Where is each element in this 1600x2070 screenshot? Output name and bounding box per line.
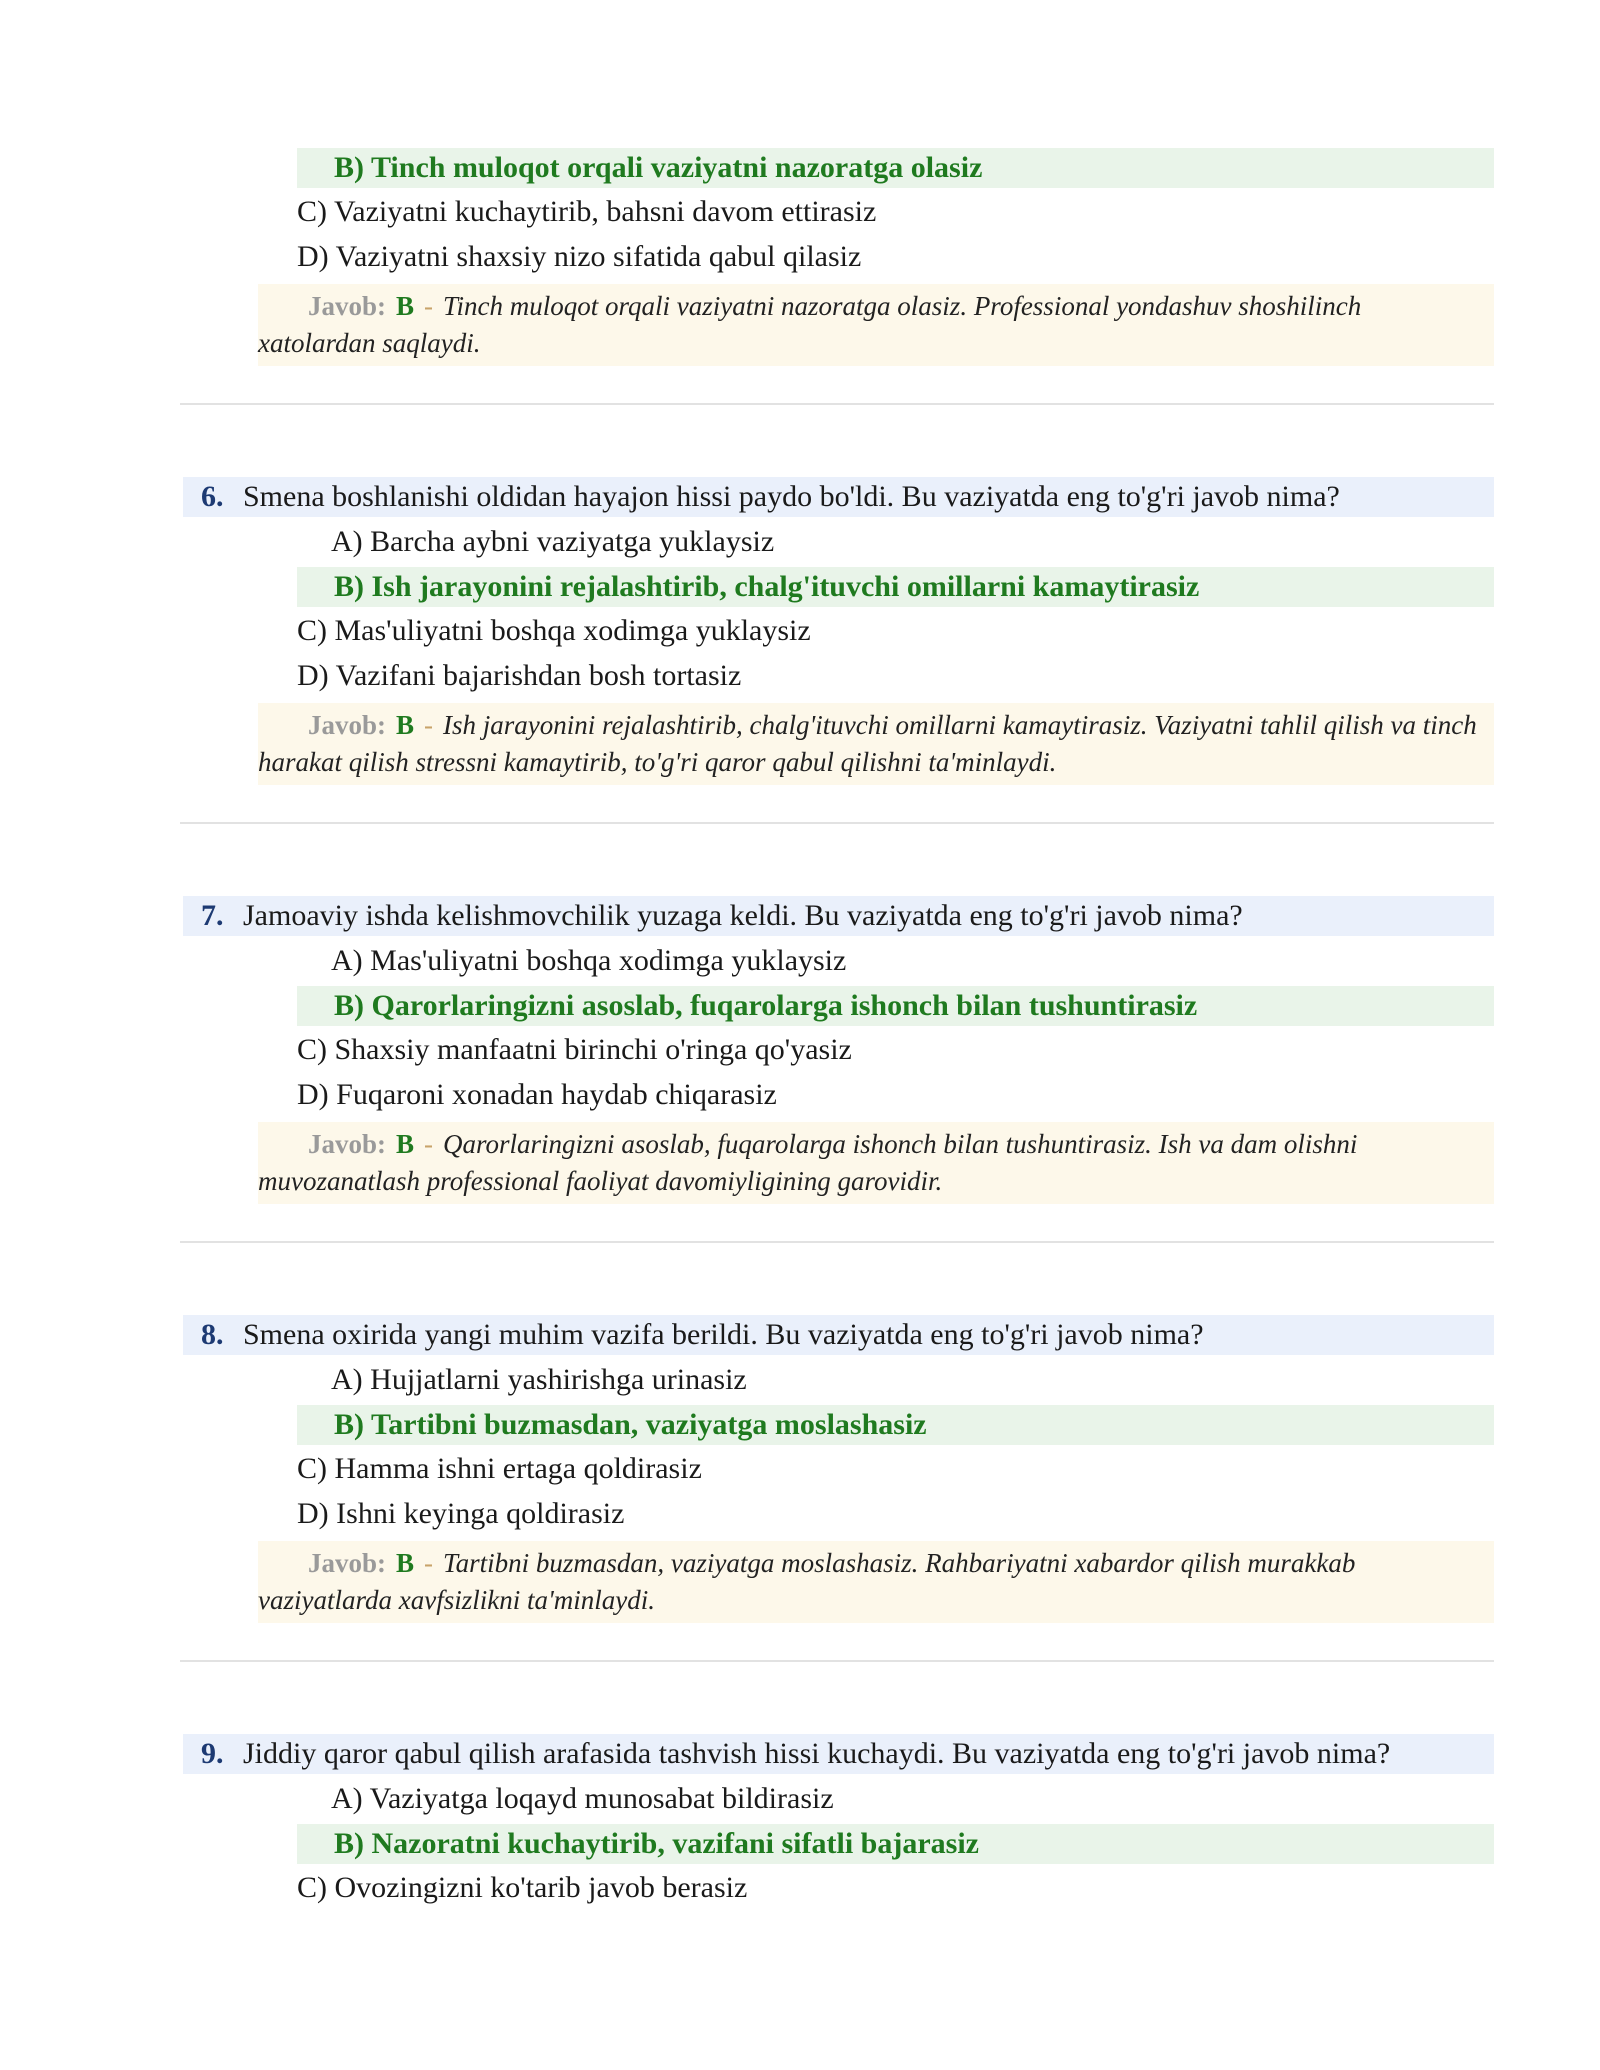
q8-option-c: C) Hamma ishni ertaga qoldirasiz: [297, 1452, 702, 1485]
answer-dash: -: [424, 1548, 434, 1578]
q7-option-b-correct: B) Qarorlaringizni asoslab, fuqarolarga ishonch bilan tushuntirasiz: [297, 986, 1494, 1026]
question-number: 9.: [201, 1737, 224, 1770]
q5-option-b-correct: B) Tinch muloqot orqali vaziyatni nazoratga olasiz: [297, 148, 1494, 188]
question-text: Jiddiy qaror qabul qilish arafasida tashvish hissi kuchaydi. Bu vaziyatda eng to'g'ri javob nima?: [243, 1737, 1391, 1770]
answer-letter: B: [396, 710, 415, 740]
q5-option-c: C) Vaziyatni kuchaytirib, bahsni davom ettirasiz: [297, 195, 877, 228]
question-divider: [180, 403, 1494, 405]
question-7-header: [183, 896, 1494, 936]
question-divider: [180, 1241, 1494, 1243]
q6-option-d: D) Vazifani bajarishdan bosh tortasiz: [297, 659, 742, 692]
question-text: Smena oxirida yangi muhim vazifa berildi. Bu vaziyatda eng to'g'ri javob nima?: [243, 1318, 1204, 1351]
answer-label: Javob:: [308, 710, 387, 740]
question-number: 8.: [201, 1318, 224, 1351]
answer-letter: B: [396, 1129, 415, 1159]
answer-letter: B: [396, 1548, 415, 1578]
q8-option-a: A) Hujjatlarni yashirishga urinasiz: [331, 1363, 747, 1396]
q9-option-b-correct: B) Nazoratni kuchaytirib, vazifani sifatli bajarasiz: [297, 1824, 1494, 1864]
q7-option-a: A) Mas'uliyatni boshqa xodimga yuklaysiz: [331, 944, 847, 977]
q5-option-d: D) Vaziyatni shaxsiy nizo sifatida qabul qilasiz: [297, 240, 862, 273]
q7-answer-box: [258, 1122, 1494, 1204]
q6-option-c: C) Mas'uliyatni boshqa xodimga yuklaysiz: [297, 614, 811, 647]
q6-answer-box: [258, 703, 1494, 785]
answer-explanation: Tartibni buzmasdan, vaziyatga moslashasiz. Rahbariyatni xabardor qilish murakkab vaziyatlarda xavfsizlikni ta'minlaydi.: [258, 1548, 1356, 1615]
answer-letter: B: [396, 291, 415, 321]
answer-explanation: Tinch muloqot orqali vaziyatni nazoratga olasiz. Professional yondashuv shoshilinch xatolardan saqlaydi.: [258, 291, 1362, 358]
question-text: Jamoaviy ishda kelishmovchilik yuzaga keldi. Bu vaziyatda eng to'g'ri javob nima?: [243, 899, 1243, 932]
question-text: Smena boshlanishi oldidan hayajon hissi paydo bo'ldi. Bu vaziyatda eng to'g'ri javob nima?: [243, 480, 1340, 513]
question-number: 7.: [201, 899, 224, 932]
answer-label: Javob:: [308, 1129, 387, 1159]
q9-option-a: A) Vaziyatga loqayd munosabat bildirasiz: [331, 1782, 834, 1815]
answer-dash: -: [424, 291, 434, 321]
q6-option-b-correct: B) Ish jarayonini rejalashtirib, chalg'ituvchi omillarni kamaytirasiz: [297, 567, 1494, 607]
q8-answer-box: [258, 1541, 1494, 1623]
answer-dash: -: [424, 710, 434, 740]
q8-option-d: D) Ishni keyinga qoldirasiz: [297, 1497, 625, 1530]
q7-option-d: D) Fuqaroni xonadan haydab chiqarasiz: [297, 1078, 777, 1111]
q8-option-b-correct: B) Tartibni buzmasdan, vaziyatga moslashasiz: [297, 1405, 1494, 1445]
question-number: 6.: [201, 480, 224, 513]
answer-explanation: Ish jarayonini rejalashtirib, chalg'ituvchi omillarni kamaytirasiz. Vaziyatni tahlil qilish va tinch harakat qilish stressni kamaytirib, to'g'ri qaror qabul qilishni ta'minlaydi.: [258, 710, 1477, 777]
answer-explanation: Qarorlaringizni asoslab, fuqarolarga ishonch bilan tushuntirasiz. Ish va dam olishni muvozanatlash professional faoliyat davomiyligining garovidir.: [258, 1129, 1358, 1196]
question-9-header: [183, 1734, 1494, 1774]
q6-option-a: A) Barcha aybni vaziyatga yuklaysiz: [331, 525, 775, 558]
question-divider: [180, 822, 1494, 824]
question-6-header: [183, 477, 1494, 517]
q9-option-c: C) Ovozingizni ko'tarib javob berasiz: [297, 1871, 748, 1904]
question-divider: [180, 1660, 1494, 1662]
answer-label: Javob:: [308, 1548, 387, 1578]
q5-answer-box: [258, 284, 1494, 366]
answer-dash: -: [424, 1129, 434, 1159]
q7-option-c: C) Shaxsiy manfaatni birinchi o'ringa qo'yasiz: [297, 1033, 852, 1066]
question-8-header: [183, 1315, 1494, 1355]
answer-label: Javob:: [308, 291, 387, 321]
